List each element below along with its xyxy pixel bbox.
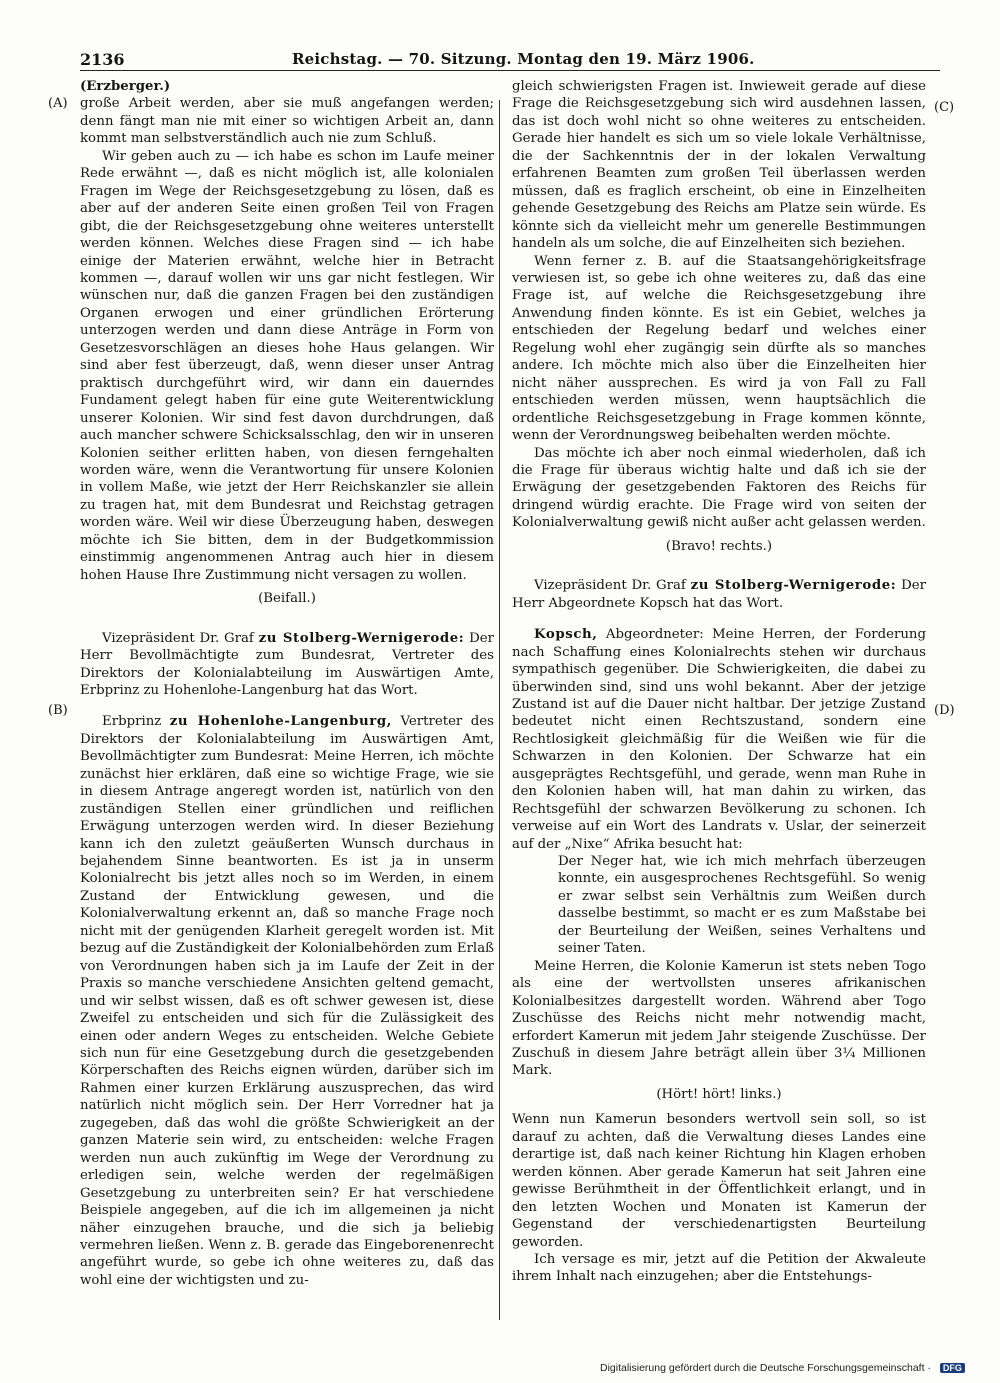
digitization-footer <box>600 1362 965 1374</box>
vice-president-remark: Vizepräsident Dr. Graf zu Stolberg-Wernigerode: Der Herr Abgeordnete Kopsch hat das Wort. <box>512 578 926 611</box>
header-rule <box>80 70 940 71</box>
paragraph: Ich versage es mir, jetzt auf die Petition der Akwaleute ihrem Inhalt nach einzugehen; aber die Entstehungs- <box>512 1252 926 1285</box>
paragraph: Wir geben auch zu — ich habe es schon im Laufe meiner Rede erwähnt —, daß es nicht möglich ist, alle kolonialen Fragen im Wege der Reichsgesetzgebung zu lösen, daß es aber auf der anderen Seite einen großen Teil von Fragen gibt, die der Reichsgesetzgebung ohne weiteres unterstellt werden können. Welches diese Fragen sind — ich habe einige der Materien erwähnt, welche hier in Betracht kommen —, darauf wollen wir uns gar nicht festlegen. Wir wünschen nur, daß die ganzen Fragen bei den zuständigen Organen erwogen und einer gründlichen Erörterung unterzogen werden und dann diese Anträge in Form von Gesetzesvorschlägen an dieses hohe Haus gelangen. Wir sind aber fest überzeugt, daß, wenn dieser unser Antrag praktisch durchgeführt wird, wir dann ein dauerndes Fundament gelegt haben für eine gute Weiterentwicklung unserer Kolonien. Wir sind fest davon durchdrungen, daß auch mancher schwere Schicksalsschlag, den wir in unseren Kolonien seither erlitten haben, von diesen ferngehalten worden wäre, wenn die Verantwortung für unsere Kolonien in vollem Maße, wie jetzt der Herr Reichskanzler sie allein zu tragen hat, mit dem Bundesrat und Reichstag getragen worden wäre. Weil wir diese Überzeugung haben, deswegen möchte ich Sie bitten, dem in der Budgetkommission einstimmig angenommenen Antrag auch hier in diesem hohen Hause Ihre Zustimmung nicht versagen zu wollen. <box>80 148 494 583</box>
column-divider <box>499 100 500 1320</box>
speech-kopsch: Kopsch, Abgeordneter: Meine Herren, der Forderung nach Schaffung eines Kolonialrechts stehen wir durchaus sympathisch gegenüber. Die Schwierigkeiten, die dabei zu überwinden sind, sind uns wohl bekannt. Aber der jetzige Zustand ist auf die Dauer nicht haltbar. Der jetzige Zustand bedeutet nicht einen Rechtszustand, sondern eine Rechtlosigkeit gleichmäßig für die Weißen wie für die Schwarzen in den Kolonien. Der Schwarze hat ein ausgeprägtes Rechtsgefühl, und gerade, wenn man Ruhe in den Kolonien haben will, hat man dahin zu wirken, das Rechtsgefühl der schwarzen Bevölkerung zu schonen. Ich verweise auf ein Wort des Landrats v. Uslar, der seinerzeit auf der „Nixe“ Afrika besucht hat: <box>512 627 926 852</box>
paragraph: Wenn ferner z. B. auf die Staatsangehörigkeitsfrage verwiesen ist, so gebe ich ohne weiteres zu, daß das eine Frage ist, auf welche die Reichsgesetzgebung ihre Anwendung finden könnte. Es ist ein Gebiet, welches ja entschieden der Regelung bedarf und welches einer Regelung wohl eher zugängig sein dürfte als so manches andere. Ich möchte mich also über die Einzelheiten hier nicht näher aussprechen. Es wird ja von Fall zu Fall entschieden werden müssen, wenn hauptsächlich die ordentliche Reichsgesetzgebung in Frage kommen könnte, wenn der Verordnungsweg beibehalten werden möchte. <box>512 253 926 444</box>
running-title: Reichstag. — 70. Sitzung. Montag den 19. März 1906. <box>292 50 755 68</box>
paragraph: Meine Herren, die Kolonie Kamerun ist stets neben Togo als eine der wertvollsten unseres afrikanischen Kolonialbesitzes dargestellt worden. Während aber Togo Zuschüsse des Reichs nicht mehr notwendig macht, erfordert Kamerun mit jedem Jahr steigende Zuschüsse. Der Zuschuß in diesem Jahre beträgt allein über 3¼ Millionen Mark. <box>512 958 926 1079</box>
margin-mark-a: (A) <box>48 96 68 111</box>
left-column <box>80 78 494 1289</box>
vice-president-remark: Vizepräsident Dr. Graf zu Stolberg-Wernigerode: Der Herr Bevollmächtigte zum Bundesrat, Vertreter des Direktors der Kolonialabteilung im Auswärtigen Amte, Erbprinz zu Hohenlohe-Langenburg hat das Wort. <box>80 630 494 698</box>
speaker-tag: (Erzberger.) <box>80 79 171 94</box>
margin-mark-b: (B) <box>48 703 68 718</box>
paragraph: gleich schwierigsten Fragen ist. Inwieweit gerade auf diese Frage die Reichsgesetzgebung sich wird ausdehnen lassen, das ist doch wohl nicht so ohne weiteres zu entscheiden. Gerade hier handelt es sich um so viele lokale Verhältnisse, die der Sachkenntnis der in der lokalen Verwaltung erfahrenen Beamten zum großen Teil überlassen werden müssen, daß es fraglich erscheint, ob eine in Einzelheiten gehende Gesetzgebung des Reichs am Platze sein würde. Es könnte sich da vielleicht mehr um generelle Bestimmungen handeln als um solche, die auf Einzelheiten sich beziehen. <box>512 79 926 252</box>
page-number: 2136 <box>80 50 125 69</box>
paragraph: große Arbeit werden, aber sie muß angefangen werden; denn fängt man nie mit einer so wichtigen Arbeit an, dann kommt man selbstverständlich auch nie zum Schluß. <box>80 96 494 147</box>
margin-mark-c: (C) <box>934 100 955 115</box>
margin-mark-d: (D) <box>934 703 955 718</box>
right-column <box>512 78 926 1286</box>
reaction-note: (Hört! hört! links.) <box>656 1086 782 1102</box>
reaction-note: (Beifall.) <box>258 591 316 607</box>
footer-text: Digitalisierung gefördert durch die Deutsche Forschungsgemeinschaft · <box>600 1362 931 1374</box>
speech-hohenlohe: Erbprinz zu Hohenlohe-Langenburg, Vertreter des Direktors der Kolonialabteilung im Auswärtigen Amt, Bevollmächtigter zum Bundesrat: Meine Herren, ich möchte zunächst hier erklären, daß eine so wichtige Frage, wie sie in diesem Antrage angeregt worden ist, natürlich von den zuständigen Stellen einer gründlichen und reiflichen Erwägung unterzogen werden wird. In dieser Beziehung kann ich den zuletzt geäußerten Wunsch durchaus in bejahendem Sinne beantworten. Es ist ja in unserm Kolonialrecht bis jetzt alles noch so im Werden, in einem Zustand der Entwicklung gewesen, und die Kolonialverwaltung erkennt an, daß so manche Frage noch nicht mit der genügenden Klarheit geregelt worden ist. Mit bezug auf die Zuständigkeit der Kolonialbehörden zum Erlaß von Verordnungen haben sich ja im Laufe der Zeit in der Praxis so manche verschiedene Ansichten geltend gemacht, und wir selbst wissen, daß es oft schwer gewesen ist, diese Zweifel zu entscheiden und sich für die Zulässigkeit des einen oder andern Weges zu entscheiden. Welche Gebiete sich nun für eine Gesetzgebung durch die gesetzgebenden Körperschaften des Reichs eignen würden, darüber sich im Rahmen einer kurzen Erklärung auszusprechen, das wird natürlich nicht möglich sein. Der Herr Vorredner hat ja zugegeben, daß das wohl die größte Schwierigkeit an der ganzen Materie sein wird, zu entscheiden: welche Fragen werden nun auch zukünftig im Wege der Verordnung zu erledigen sein, welche werden der regelmäßigen Gesetzgebung zu unterbreiten sein? Er hat verschiedene Beispiele angegeben, auf die ich im allgemeinen ja nicht näher einzugehen brauche, und die sich ja beliebig vermehren ließen. Wenn z. B. gerade das Eingeborenenrecht angeführt wurde, so gebe ich ohne weiteres zu, daß das wohl eine der wichtigsten und zu- <box>80 714 494 1288</box>
paragraph: Das möchte ich aber noch einmal wiederholen, daß ich die Frage für überaus wichtig halte und daß ich sie der Erwägung der gesetzgebenden Faktoren des Reichs für dringend würdig erachte. Die Frage wird von seiten der Kolonialverwaltung gewiß nicht außer acht gelassen werden. <box>512 445 926 531</box>
reaction-note: (Bravo! rechts.) <box>665 538 773 554</box>
paragraph: Wenn nun Kamerun besonders wertvoll sein soll, so ist darauf zu achten, daß die Verwaltung dieses Landes eine derartige ist, daß nach keiner Richtung hin Klagen erhoben werden können. Aber gerade Kamerun hat seit Jahren eine gewisse Berühmtheit in der Öffentlichkeit erlangt, und in den letzten Wochen und Monaten ist Kamerun der Gegenstand der verschiedenartigsten Beurteilung geworden. <box>512 1112 926 1250</box>
block-quote: Der Neger hat, wie ich mich mehrfach überzeugen konnte, ein ausgesprochenes Rechtsgefühl. So wenig er zwar selbst sein Verhältnis zum Weißen durch dasselbe bestimmt, so macht er es zum Maßstabe bei der Beurteilung der Weißen, seines Verhaltens und seiner Taten. <box>558 854 926 957</box>
dfg-logo-icon: DFG <box>940 1363 965 1373</box>
